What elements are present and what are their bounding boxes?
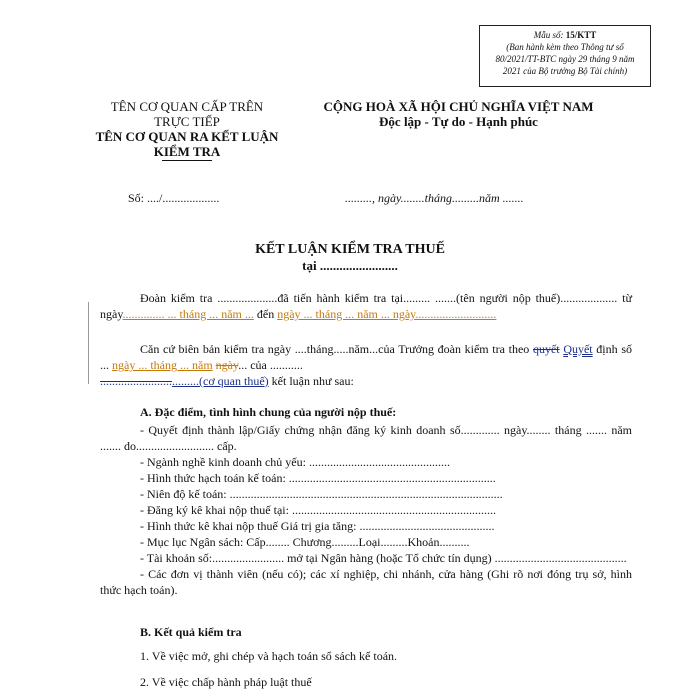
list-item: - Đăng ký kê khai nộp thuế tại: .................................................................... — [140, 503, 496, 517]
inserted-dots: ........................... — [415, 307, 497, 321]
paragraph-inspection-mid: đến — [253, 307, 278, 321]
nation-title: CỘNG HOÀ XÃ HỘI CHỦ NGHĨA VIỆT NAM — [323, 99, 594, 114]
section-a-heading: A. Đặc điểm, tình hình chung của người nộp thuế: — [140, 405, 397, 419]
document-number: Số: ..../................... — [128, 191, 220, 205]
paragraph-basis-mid: định số ... — [100, 342, 632, 372]
deleted-dots: ........................ — [100, 374, 172, 388]
org-divider — [162, 160, 212, 161]
form-number-value: 15/KTT — [565, 30, 597, 40]
list-item: - Các đơn vị thành viên (nếu có); các xí nghiệp, chi nhánh, cửa hàng (Ghi rõ nơi đóng trụ sở, hình thức hạch toán). — [100, 567, 632, 597]
form-number-label: Mẫu số: — [533, 30, 566, 40]
form-number-box — [479, 25, 651, 87]
paragraph-inspection — [100, 290, 632, 322]
paragraph-basis-mid2: ... của ........... — [238, 358, 303, 372]
deleted-day: ngày — [215, 358, 239, 372]
list-item: - Tài khoản số:........................ mở tại Ngân hàng (hoặc Tổ chức tín dụng) ............................................ — [140, 551, 627, 565]
deleted-word: quyết — [532, 342, 560, 356]
inserted-tax-authority: .........(cơ quan thuế) — [172, 374, 269, 388]
document-date: ........., ngày........tháng.........năm ....... — [345, 191, 524, 205]
paragraph-basis — [100, 341, 632, 389]
change-bar — [88, 302, 89, 384]
document-subtitle: tại ........................ — [302, 258, 398, 273]
paragraph-basis-end: kết luận như sau: — [268, 374, 354, 388]
nation-motto: Độc lập - Tự do - Hạnh phúc — [379, 114, 538, 129]
inserted-word: Quyết — [563, 342, 593, 356]
org-name: TÊN CƠ QUAN RA KẾT LUẬN KIỂM TRA — [95, 129, 279, 159]
list-item: - Quyết định thành lập/Giấy chứng nhận đăng ký kinh doanh số............. ngày........ tháng ....... năm ....... do.......................... cấp. — [100, 423, 632, 453]
paragraph-basis-text: Căn cứ biên bản kiểm tra ngày ....tháng.....năm...của Trưởng đoàn kiểm tra theo — [140, 342, 533, 356]
list-item: - Mục lục Ngân sách: Cấp........ Chương.........Loại.........Khoản.......... — [140, 535, 470, 549]
section-b-item-2: 2. Về việc chấp hành pháp luật thuế — [140, 675, 312, 689]
section-b-heading: B. Kết quả kiểm tra — [140, 625, 242, 639]
list-item: - Hình thức hạch toán kế toán: ..................................................................... — [140, 471, 496, 485]
paragraph-inspection-text: Đoàn kiểm tra ....................đã tiến hành kiểm tra tại......... .......(tên người nộp thuế)................... từ ngày — [100, 291, 632, 321]
inserted-date-from: .............. ... tháng ... năm ... — [122, 307, 254, 321]
list-item: - Ngành nghề kinh doanh chủ yếu: ............................................... — [140, 455, 450, 469]
list-item: - Niên độ kế toán: ........................................................................................... — [140, 487, 503, 501]
section-b-item-1: 1. Về việc mở, ghi chép và hạch toán sổ sách kế toán. — [140, 649, 398, 663]
org-parent: TÊN CƠ QUAN CẤP TRÊN TRỰC TIẾP — [110, 99, 264, 129]
document-title: KẾT LUẬN KIỂM TRA THUẾ — [255, 242, 445, 257]
org-block — [92, 99, 282, 161]
inserted-decision-date: ngày ... tháng ... năm — [112, 358, 213, 372]
nation-block — [296, 99, 621, 129]
form-number — [480, 29, 650, 41]
section-a-list — [100, 422, 632, 598]
form-note: (Ban hành kèm theo Thông tư số 80/2021/TT-BTC ngày 29 tháng 9 năm 2021 của Bộ trưởng Bộ Tài chính) — [495, 42, 635, 76]
list-item: - Hình thức kê khai nộp thuế Giá trị gia tăng: ............................................. — [140, 519, 495, 533]
inserted-date-to: ngày ... tháng ... năm ... ngày — [277, 307, 416, 321]
